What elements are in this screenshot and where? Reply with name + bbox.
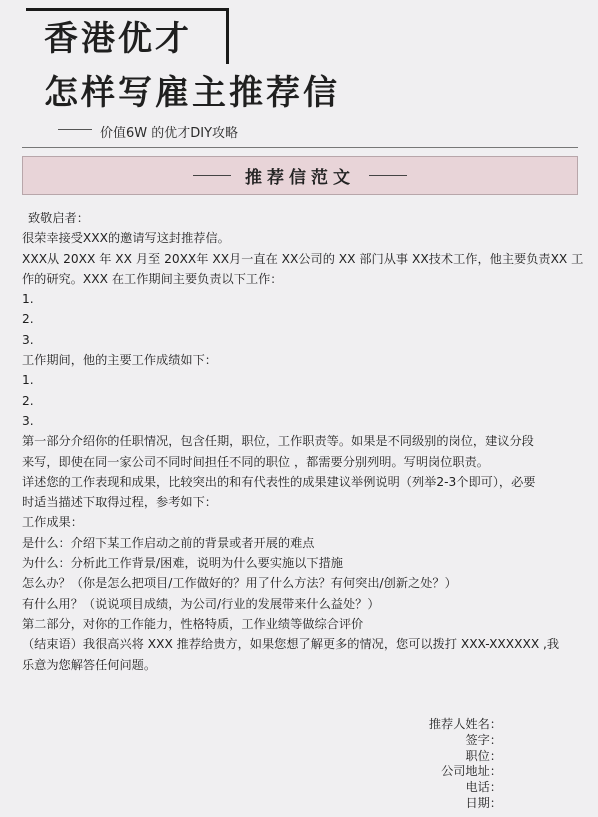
duty-item: 3. [22,332,34,347]
banner-dash-right [369,175,407,176]
signature-sign-label: 签字： [465,732,502,747]
letter-line: XXX从 20XX 年 XX 月至 20XX年 XX月一直在 XX公司的 XX 部门从事 XX技术工作，他主要负责XX 工 [22,251,584,266]
letter-line: 工作期间，他的主要工作成绩如下： [22,353,217,368]
signature-block [429,717,502,812]
letter-line: 是什么：介绍下某工作启动之前的背景或者开展的难点 [22,535,315,550]
achievement-item: 3. [22,413,34,428]
page-title-line1: 香港优才 [44,19,192,59]
header-divider [22,147,578,148]
signature-title-label: 职位： [465,748,502,763]
signature-phone-label: 电话： [465,780,502,795]
subtitle-dash [58,129,92,130]
letter-line: 怎么办？（你是怎么把项目/工作做好的？用了什么方法？有何突出/创新之处？） [22,576,457,591]
letter-line: 时适当描述下取得过程，参考如下： [22,495,217,510]
banner-dash-left [193,175,231,176]
letter-closing: 乐意为您解答任何问题。 [22,657,157,672]
section-banner [22,156,578,195]
achievement-item: 1. [22,373,34,388]
letter-line: 作的研究。XXX 在工作期间主要负责以下工作： [22,271,283,286]
letter-line: 第二部分，对你的工作能力，性格特质，工作业绩等做综合评价 [22,616,364,631]
duty-item: 2. [22,312,34,327]
letter-line: 第一部分介绍你的任职情况，包含任期，职位，工作职责等。如果是不同级别的岗位，建议分段 [22,434,534,449]
page-subtitle: 价值6W 的优才DIY攻略 [100,126,239,141]
title-frame-right [226,8,229,64]
banner-title: 推荐信范文 [245,168,355,188]
letter-line: 为什么：分析此工作背景/困难，说明为什么要实施以下措施 [22,556,343,571]
letter-salutation: 致敬启者： [28,211,89,225]
letter-line: 来写，即使在同一家公司不同时间担任不同的职位 ，都需要分别列明。写明岗位职责。 [22,454,489,469]
letter-line: 很荣幸接受XXX的邀请写这封推荐信。 [22,231,230,246]
letter-line: 有什么用？（说说项目成绩，为公司/行业的发展带来什么益处？） [22,596,380,611]
signature-address-label: 公司地址： [441,764,502,779]
signature-date-label: 日期： [465,795,502,810]
letter-line: 详述您的工作表现和成果，比较突出的和有代表性的成果建议举例说明（列举2-3个即可），必要 [22,474,536,489]
letter-body [22,208,584,675]
duty-item: 1. [22,292,34,307]
letter-line: 工作成果： [22,515,83,530]
page-title-line2: 怎样写雇主推荐信 [44,73,340,113]
achievement-item: 2. [22,393,34,408]
letter-closing: （结束语）我很高兴将 XXX 推荐给贵方，如果您想了解更多的情况，您可以拨打 XXX-XXXXXX ,我 [22,637,560,652]
signature-name-label: 推荐人姓名： [428,717,502,731]
title-frame-top [26,8,228,11]
